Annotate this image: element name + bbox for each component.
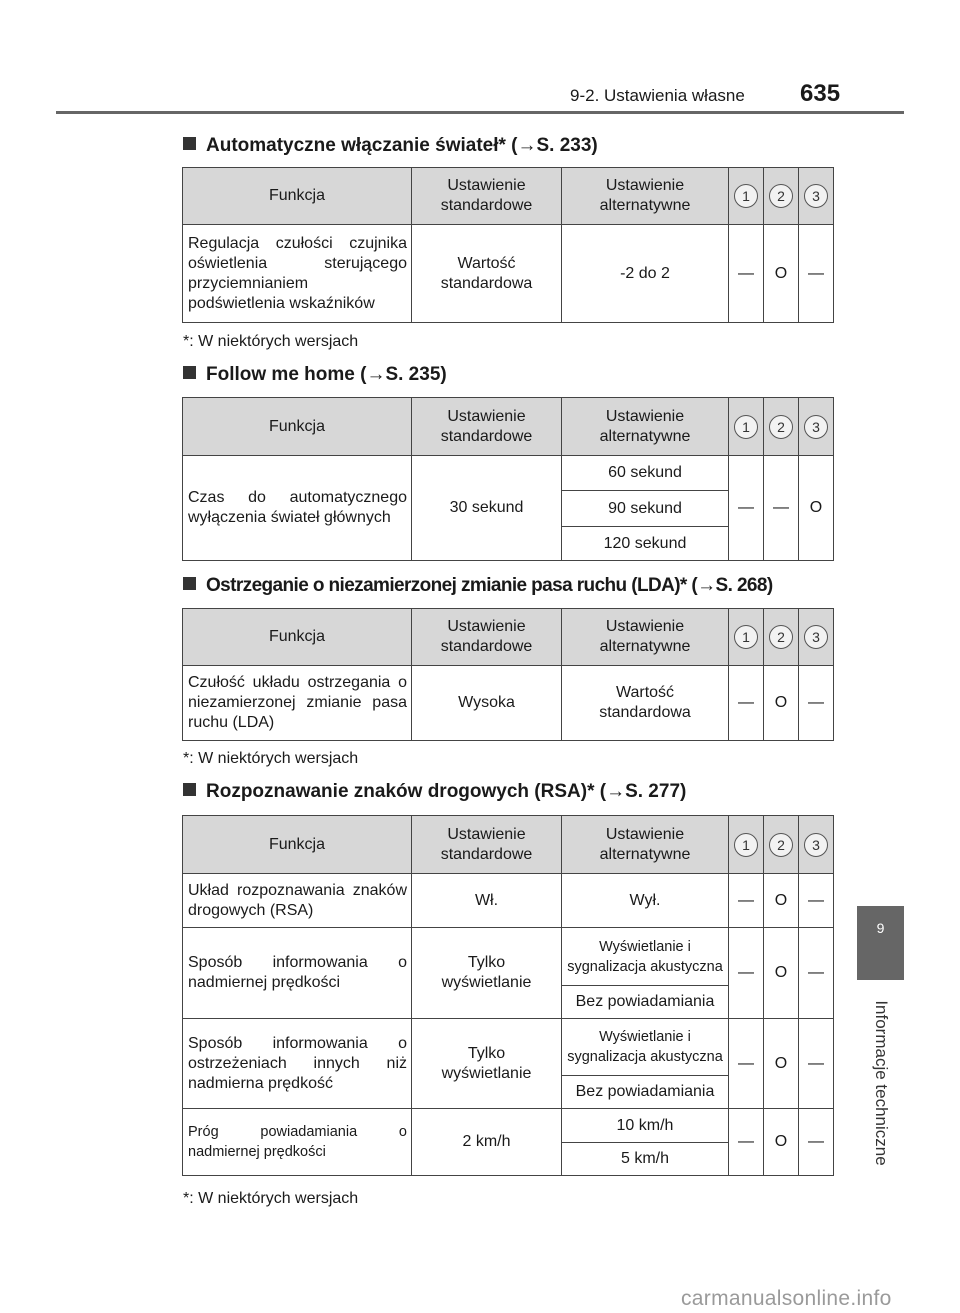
row-mark-3: — [799, 225, 834, 323]
row-alternative: Wartość standardowa [562, 666, 729, 741]
table-row [183, 1019, 834, 1076]
section2-title [183, 364, 447, 386]
row-mark-3: — [799, 1109, 834, 1176]
row-mark-3: — [799, 1019, 834, 1109]
chapter-label [857, 990, 904, 1176]
col-default: Ustawienie standardowe [412, 168, 562, 225]
header-row [183, 398, 834, 456]
row-alternative-1: 10 km/h [562, 1109, 729, 1143]
section1-table [182, 167, 834, 323]
row-alternative-2: 90 sekund [562, 491, 729, 527]
col-circle-2 [764, 168, 799, 225]
row-function: Sposób informowania o ostrzeżeniach innych niż nadmierna prędkość [183, 1019, 412, 1109]
row-mark-2: O [764, 666, 799, 741]
section3-note: *: W niektórych wersjach [183, 750, 359, 767]
circled-two-icon: 2 [769, 184, 793, 208]
row-default: 30 sekund [412, 456, 562, 561]
page-number: 635 [800, 80, 841, 107]
table-row [183, 928, 834, 986]
section4-note: *: W niektórych wersjach [183, 1190, 359, 1207]
row-alternative-2: Bez powiadamiania [562, 1076, 729, 1109]
circled-three-icon: 3 [804, 184, 828, 208]
row-function: Układ rozpoznawania znaków drogowych (RSA) [183, 874, 412, 928]
circled-one-icon: 1 [734, 625, 758, 649]
row-function: Czas do automatycznego wyłączenia świateł głównych [183, 456, 412, 561]
row-mark-2: O [764, 1019, 799, 1109]
row-mark-3: — [799, 666, 834, 741]
circled-one-icon: 1 [734, 415, 758, 439]
square-bullet-icon [183, 137, 196, 150]
section3-title [183, 575, 773, 597]
table-row [183, 225, 834, 323]
col-alternative: Ustawienie alternatywne [562, 816, 729, 874]
col-alternative: Ustawienie alternatywne [562, 398, 729, 456]
header-row [183, 816, 834, 874]
col-circle-1 [729, 398, 764, 456]
section4-title [183, 781, 686, 803]
chapter-label-text: Informacje techniczne [871, 1000, 891, 1166]
row-mark-3: — [799, 874, 834, 928]
table-row [183, 666, 834, 741]
row-function: Regulacja czułości czujnika oświetlenia sterującego przyciemnianiem podświetlenia wskaźników [183, 225, 412, 323]
row-mark-1: — [729, 1109, 764, 1176]
section2-title-text: Follow me home (→S. 235) [206, 364, 447, 385]
row-alternative-2: Bez powiadamiania [562, 986, 729, 1019]
row-default: Wartość standardowa [412, 225, 562, 323]
row-default: Tylko wyświetlanie [412, 1019, 562, 1109]
table-row [183, 1109, 834, 1143]
row-alternative-2: 5 km/h [562, 1143, 729, 1176]
square-bullet-icon [183, 783, 196, 796]
square-bullet-icon [183, 366, 196, 379]
circled-two-icon: 2 [769, 415, 793, 439]
col-circle-2 [764, 609, 799, 666]
section4-title-text: Rozpoznawanie znaków drogowych (RSA)* (→S. 277) [206, 781, 687, 802]
table-row [183, 456, 834, 491]
col-alternative: Ustawienie alternatywne [562, 168, 729, 225]
row-mark-2: O [764, 874, 799, 928]
row-mark-2: O [764, 225, 799, 323]
section1-title [183, 135, 598, 157]
circled-two-icon: 2 [769, 833, 793, 857]
row-alternative: Wył. [562, 874, 729, 928]
section1-note: *: W niektórych wersjach [183, 333, 359, 350]
circled-three-icon: 3 [804, 415, 828, 439]
col-circle-2 [764, 816, 799, 874]
col-function: Funkcja [183, 816, 412, 874]
section4-table [182, 815, 834, 1176]
col-function: Funkcja [183, 168, 412, 225]
header-section-title: 9-2. Ustawienia własne [570, 86, 745, 105]
row-default: Wysoka [412, 666, 562, 741]
row-mark-1: — [729, 666, 764, 741]
col-circle-3 [799, 609, 834, 666]
row-mark-2: — [764, 456, 799, 561]
row-alternative-3: 120 sekund [562, 527, 729, 561]
circled-three-icon: 3 [804, 625, 828, 649]
section3-title-text: Ostrzeganie o niezamierzonej zmianie pasa ruchu (LDA)* (→S. 268) [206, 575, 773, 596]
circled-two-icon: 2 [769, 625, 793, 649]
circled-three-icon: 3 [804, 833, 828, 857]
row-mark-2: O [764, 1109, 799, 1176]
header-row [183, 168, 834, 225]
col-default: Ustawienie standardowe [412, 398, 562, 456]
col-default: Ustawienie standardowe [412, 609, 562, 666]
row-mark-1: — [729, 874, 764, 928]
square-bullet-icon [183, 577, 196, 590]
col-circle-3 [799, 168, 834, 225]
col-circle-1 [729, 816, 764, 874]
row-mark-1: — [729, 225, 764, 323]
chapter-tab[interactable]: 9 [857, 906, 904, 980]
header-rule [56, 111, 904, 114]
col-circle-1 [729, 609, 764, 666]
col-default: Ustawienie standardowe [412, 816, 562, 874]
section3-table [182, 608, 834, 741]
row-alternative-1: 60 sekund [562, 456, 729, 491]
circled-one-icon: 1 [734, 184, 758, 208]
row-mark-1: — [729, 928, 764, 1019]
col-function: Funkcja [183, 609, 412, 666]
section1-title-text: Automatyczne włączanie świateł* (→S. 233) [206, 135, 598, 156]
table-row [183, 874, 834, 928]
col-function: Funkcja [183, 398, 412, 456]
row-default: Wł. [412, 874, 562, 928]
row-mark-3: O [799, 456, 834, 561]
row-function: Czułość układu ostrzegania o niezamierzonej zmianie pasa ruchu (LDA) [183, 666, 412, 741]
row-mark-2: O [764, 928, 799, 1019]
watermark: carmanualsonline.info [681, 1287, 892, 1310]
col-circle-3 [799, 816, 834, 874]
row-alternative-1: Wyświetlanie i sygnalizacja akustyczna [562, 1019, 729, 1076]
row-mark-1: — [729, 456, 764, 561]
col-circle-3 [799, 398, 834, 456]
row-alternative-1: Wyświetlanie i sygnalizacja akustyczna [562, 928, 729, 986]
row-mark-1: — [729, 1019, 764, 1109]
row-alternative: -2 do 2 [562, 225, 729, 323]
col-alternative: Ustawienie alternatywne [562, 609, 729, 666]
col-circle-1 [729, 168, 764, 225]
row-mark-3: — [799, 928, 834, 1019]
row-default: Tylko wyświetlanie [412, 928, 562, 1019]
row-function: Sposób informowania o nadmiernej prędkości [183, 928, 412, 1019]
row-default: 2 km/h [412, 1109, 562, 1176]
col-circle-2 [764, 398, 799, 456]
row-function: Próg powiadamiania o nadmiernej prędkości [183, 1109, 412, 1176]
header-row [183, 609, 834, 666]
section2-table [182, 397, 834, 561]
circled-one-icon: 1 [734, 833, 758, 857]
